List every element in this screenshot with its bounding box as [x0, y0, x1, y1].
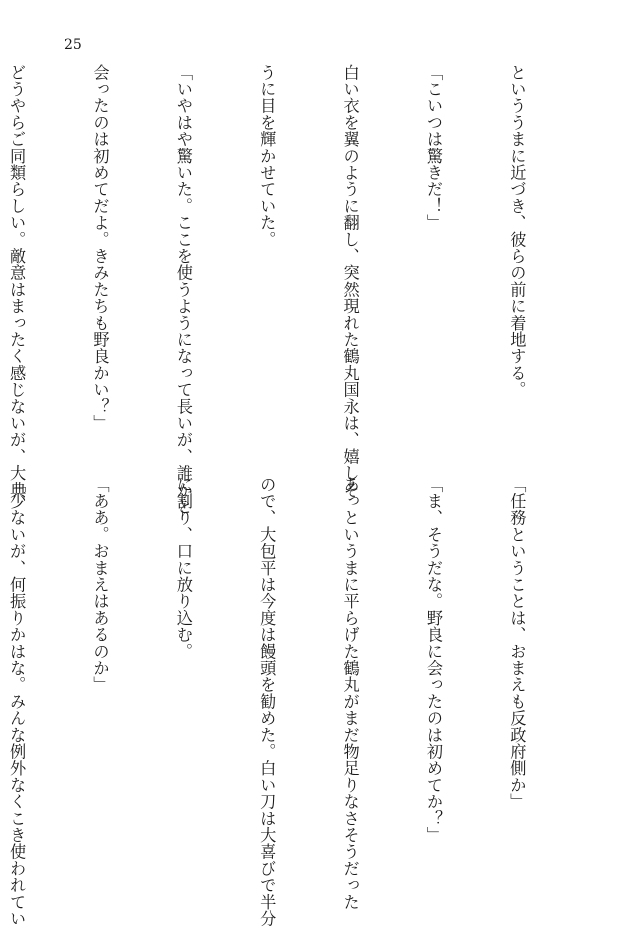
text-line: ので、大包平は今度は饅頭を勧めた。白い刀は大喜びで半分 [257, 476, 277, 927]
text-line: 「任務ということは、おまえも反政府側か」 [507, 476, 527, 810]
text-block-top [0, 64, 586, 515]
text-line: 会ったのは初めてだよ。きみたちも野良かい？」 [90, 64, 110, 432]
text-line: どうやらご同類らしい。敵意はまったく感じないが、大典 [7, 64, 27, 499]
text-block-bottom [0, 476, 586, 927]
text-line: あっというまに平らげた鶴丸がまだ物足りなさそうだった [340, 476, 360, 911]
page-number: 25 [64, 37, 82, 53]
text-line: うに目を輝かせていた。 [257, 64, 277, 248]
text-line: 「少ないが、何振りかはな。みんな例外なくこき使われてい [7, 476, 27, 927]
text-line: 「こいつは驚きだ！」 [424, 64, 444, 231]
text-line: 「いやはや驚いた。ここを使うようになって長いが、誰かと [173, 64, 193, 515]
text-line: に割り、口に放り込む。 [173, 476, 193, 660]
text-line: 「ま、そうだな。野良に会ったのは初めてか？」 [424, 476, 444, 844]
text-line: といううまに近づき、彼らの前に着地する。 [507, 64, 527, 398]
text-line: 「ああ。おまえはあるのか」 [90, 476, 110, 694]
text-line: 白い衣を翼のように翻し、突然現れた鶴丸国永は、嬉しそ [340, 64, 360, 499]
